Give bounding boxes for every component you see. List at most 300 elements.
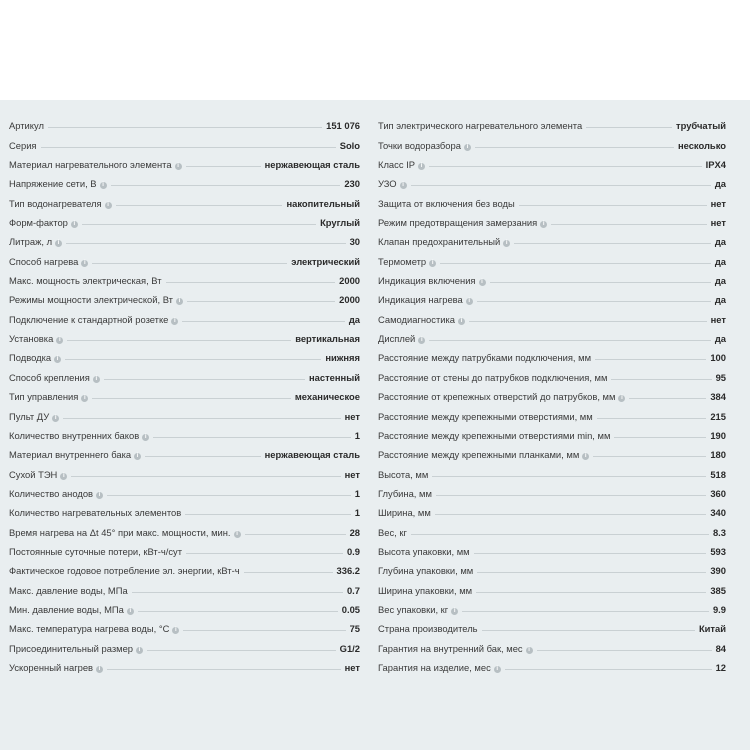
info-icon[interactable]: i (458, 318, 465, 325)
spec-label-text: Режимы мощности электрической, Вт (9, 294, 173, 306)
spec-label-text: Количество анодов (9, 487, 94, 499)
spec-row (9, 402, 360, 421)
spec-value: 0.05 (341, 603, 360, 615)
spec-value: 9.9 (712, 603, 726, 615)
spec-value: 390 (710, 565, 726, 577)
leader-line (475, 147, 674, 148)
spec-row (378, 654, 726, 673)
spec-label (9, 391, 88, 402)
spec-value: 230 (344, 178, 360, 190)
spec-label-text: Защита от включения без воды (378, 197, 515, 209)
spec-value: 360 (710, 487, 726, 499)
spec-label-text: Дисплей (378, 333, 416, 345)
leader-line (586, 127, 672, 128)
spec-value: нет (344, 661, 360, 673)
leader-line (611, 379, 711, 380)
info-icon[interactable]: i (81, 260, 88, 267)
spec-value: 100 (710, 352, 726, 364)
info-icon[interactable]: i (54, 356, 61, 363)
leader-line (435, 514, 707, 515)
spec-label (378, 372, 607, 383)
info-icon[interactable]: i (618, 395, 625, 402)
spec-label-text: Материал нагревательного элемента (9, 159, 172, 171)
leader-line (244, 572, 333, 573)
spec-label (378, 178, 407, 189)
spec-row (378, 402, 726, 421)
spec-label (378, 275, 486, 286)
spec-row (9, 151, 360, 170)
info-icon[interactable]: i (127, 608, 134, 615)
spec-row (9, 615, 360, 634)
spec-label-text: Ширина упаковки, мм (378, 584, 473, 596)
spec-value: да (714, 294, 726, 306)
leader-line (477, 572, 706, 573)
spec-row (9, 363, 360, 382)
leader-line (482, 630, 695, 631)
spec-row (378, 267, 726, 286)
info-icon[interactable]: i (55, 240, 62, 247)
leader-line (186, 166, 261, 167)
spec-value: нижняя (325, 352, 360, 364)
spec-label (378, 314, 465, 325)
spec-row (9, 557, 360, 576)
leader-line (429, 166, 702, 167)
spec-row (378, 247, 726, 266)
info-icon[interactable]: i (134, 453, 141, 460)
spec-row (9, 267, 360, 286)
spec-label-text: Тип электрического нагревательного элемента (378, 120, 583, 132)
spec-row (378, 499, 726, 518)
spec-row (378, 131, 726, 150)
spec-row (9, 189, 360, 208)
info-icon[interactable]: i (52, 415, 59, 422)
spec-label (9, 449, 141, 460)
spec-label-text: Тип управления (9, 391, 79, 403)
spec-value: электрический (291, 255, 360, 267)
spec-label (9, 488, 103, 499)
spec-label-text: Материал внутреннего бака (9, 449, 132, 461)
info-icon[interactable]: i (60, 473, 67, 480)
leader-line (519, 205, 707, 206)
spec-label (378, 488, 432, 499)
spec-row (9, 131, 360, 150)
spec-label-text: Литраж, л (9, 236, 53, 248)
spec-label (9, 236, 62, 247)
leader-line (411, 185, 711, 186)
spec-label (9, 352, 61, 363)
spec-row (378, 518, 726, 537)
spec-label (9, 294, 183, 305)
spec-value: да (714, 333, 726, 345)
spec-label (378, 662, 501, 673)
info-icon[interactable]: i (81, 395, 88, 402)
leader-line (593, 456, 706, 457)
spec-label (9, 469, 67, 480)
spec-label-text: Гарантия на внутренний бак, мес (378, 642, 523, 654)
spec-row (378, 112, 726, 131)
spec-value: 75 (349, 623, 360, 635)
spec-label-text: Форм-фактор (9, 217, 68, 229)
spec-label (9, 140, 37, 151)
specs-column-left (9, 112, 360, 673)
spec-value: 151 076 (326, 120, 360, 132)
spec-row (378, 557, 726, 576)
spec-label (9, 198, 112, 209)
spec-label-text: Вес упаковки, кг (378, 603, 449, 615)
spec-label-text: Высота, мм (378, 468, 429, 480)
leader-line (65, 359, 321, 360)
leader-line (474, 553, 707, 554)
spec-label (9, 217, 78, 228)
leader-line (614, 437, 706, 438)
spec-label-text: Время нагрева на Δt 45° при макс. мощности, мин. (9, 526, 231, 538)
info-icon[interactable]: i (540, 221, 547, 228)
spec-row (378, 189, 726, 208)
spec-label-text: Серия (9, 139, 37, 151)
spec-value: G1/2 (339, 642, 360, 654)
spec-label-text: Подключение к стандартной розетке (9, 313, 169, 325)
spec-label-text: Самодиагностика (378, 313, 456, 325)
leader-line (462, 611, 709, 612)
spec-label-text: Расстояние между крепежными отверстиями, мм (378, 410, 593, 422)
spec-label (9, 565, 240, 576)
leader-line (477, 301, 711, 302)
leader-line (490, 282, 711, 283)
spec-value: да (714, 178, 726, 190)
leader-line (469, 321, 707, 322)
spec-value: 0.7 (346, 584, 360, 596)
specs-column-right (378, 112, 726, 673)
leader-line (183, 630, 345, 631)
spec-row (9, 518, 360, 537)
leader-line (186, 553, 343, 554)
spec-label-text: Ширина, мм (378, 507, 431, 519)
spec-value: нет (344, 410, 360, 422)
leader-line (145, 456, 261, 457)
leader-line (71, 476, 340, 477)
spec-value: нержавеющая сталь (264, 449, 360, 461)
spec-value: 336.2 (336, 565, 360, 577)
info-icon[interactable]: i (418, 163, 425, 170)
leader-line (138, 611, 338, 612)
spec-label-text: Способ крепления (9, 371, 90, 383)
info-icon[interactable]: i (56, 337, 63, 344)
spec-label (378, 585, 472, 596)
spec-label-text: Тип водонагревателя (9, 197, 102, 209)
spec-label (9, 527, 241, 538)
leader-line (63, 418, 340, 419)
spec-label-text: Термометр (378, 255, 427, 267)
spec-row (378, 422, 726, 441)
spec-row (9, 383, 360, 402)
spec-row (9, 112, 360, 131)
leader-line (245, 534, 346, 535)
leader-line (107, 495, 351, 496)
spec-value: нержавеющая сталь (264, 159, 360, 171)
spec-row (378, 151, 726, 170)
spec-label (378, 352, 591, 363)
spec-row (378, 576, 726, 595)
spec-row (378, 383, 726, 402)
spec-label-text: Установка (9, 333, 54, 345)
info-icon[interactable]: i (96, 492, 103, 499)
spec-value: 518 (710, 468, 726, 480)
leader-line (147, 650, 336, 651)
leader-line (92, 398, 290, 399)
spec-value: да (348, 313, 360, 325)
spec-label-text: Макс. мощность электрическая, Вт (9, 275, 162, 287)
spec-label (378, 430, 610, 441)
spec-value: 1 (354, 487, 360, 499)
spec-label (378, 565, 473, 576)
spec-value: 190 (710, 429, 726, 441)
spec-label (9, 662, 103, 673)
info-icon[interactable]: i (466, 298, 473, 305)
spec-label (378, 159, 425, 170)
spec-value: вертикальная (295, 333, 360, 345)
leader-line (185, 514, 351, 515)
leader-line (67, 340, 291, 341)
spec-label-text: Пульт ДУ (9, 410, 50, 422)
leader-line (411, 534, 709, 535)
spec-label (9, 120, 44, 131)
spec-label-text: Индикация нагрева (378, 294, 463, 306)
leader-line (132, 592, 343, 593)
spec-label (9, 411, 59, 422)
spec-label (378, 140, 471, 151)
leader-line (187, 301, 335, 302)
info-icon[interactable]: i (418, 337, 425, 344)
spec-label (378, 411, 593, 422)
spec-label (378, 256, 436, 267)
spec-label (378, 236, 510, 247)
spec-value: 1 (354, 507, 360, 519)
spec-label-text: УЗО (378, 178, 397, 190)
spec-value: 0.9 (346, 545, 360, 557)
leader-line (429, 340, 711, 341)
info-icon[interactable]: i (93, 376, 100, 383)
spec-label (9, 604, 134, 615)
info-icon[interactable]: i (172, 627, 179, 634)
spec-label (378, 469, 428, 480)
spec-label (378, 294, 473, 305)
leader-line (153, 437, 351, 438)
spec-value: нет (710, 217, 726, 229)
spec-row (9, 499, 360, 518)
spec-label (378, 391, 625, 402)
spec-label (9, 623, 179, 634)
leader-line (166, 282, 336, 283)
spec-row (378, 325, 726, 344)
specs-panel (0, 100, 750, 750)
spec-label (9, 275, 162, 286)
spec-value: 180 (710, 449, 726, 461)
spec-value: Китай (698, 623, 726, 635)
spec-label-text: Глубина, мм (378, 487, 432, 499)
info-icon[interactable]: i (71, 221, 78, 228)
spec-label (378, 507, 431, 518)
leader-line (82, 224, 316, 225)
info-icon[interactable]: i (234, 531, 241, 538)
spec-row (9, 209, 360, 228)
spec-row (9, 305, 360, 324)
spec-label (9, 333, 63, 344)
leader-line (595, 359, 706, 360)
spec-label-text: Количество внутренних баков (9, 429, 140, 441)
spec-value: 8.3 (712, 526, 726, 538)
spec-row (378, 209, 726, 228)
info-icon[interactable]: i (464, 144, 471, 151)
spec-label (378, 217, 547, 228)
spec-value: механическое (294, 391, 360, 403)
spec-row (378, 615, 726, 634)
info-icon[interactable]: i (429, 260, 436, 267)
spec-label-text: Индикация включения (378, 275, 476, 287)
spec-row (9, 460, 360, 479)
info-icon[interactable]: i (136, 647, 143, 654)
spec-value: 2000 (339, 275, 360, 287)
spec-value: трубчатый (676, 120, 726, 132)
info-icon[interactable]: i (582, 453, 589, 460)
spec-label-text: Гарантия на изделие, мес (378, 661, 491, 673)
leader-line (440, 263, 711, 264)
spec-row (378, 538, 726, 557)
spec-row (9, 441, 360, 460)
info-icon[interactable]: i (171, 318, 178, 325)
leader-line (111, 185, 341, 186)
spec-label-text: Страна производитель (378, 623, 478, 635)
spec-row (9, 576, 360, 595)
spec-value: 12 (715, 661, 726, 673)
spec-row (378, 170, 726, 189)
spec-label (9, 178, 107, 189)
leader-line (597, 418, 707, 419)
spec-label-text: Расстояние от крепежных отверстий до патрубков, мм (378, 391, 616, 403)
spec-value: несколько (677, 139, 726, 151)
spec-label (378, 449, 589, 460)
spec-value: Solo (339, 139, 360, 151)
info-icon[interactable]: i (142, 434, 149, 441)
spec-label-text: Вес, кг (378, 526, 407, 538)
spec-row (9, 480, 360, 499)
info-icon[interactable]: i (479, 279, 486, 286)
spec-label-text: Режим предотвращения замерзания (378, 217, 538, 229)
spec-value: 384 (710, 391, 726, 403)
spec-row (9, 654, 360, 673)
spec-label (378, 198, 515, 209)
spec-value: 84 (715, 642, 726, 654)
spec-label (9, 372, 100, 383)
leader-line (182, 321, 344, 322)
info-icon[interactable]: i (175, 163, 182, 170)
spec-value: 215 (710, 410, 726, 422)
info-icon[interactable]: i (105, 202, 112, 209)
spec-label-text: Количество нагревательных элементов (9, 507, 182, 519)
spec-row (9, 538, 360, 557)
spec-value: да (714, 275, 726, 287)
spec-value: 593 (710, 545, 726, 557)
spec-value: да (714, 236, 726, 248)
spec-row (378, 596, 726, 615)
spec-label-text: Ускоренный нагрев (9, 661, 94, 673)
leader-line (476, 592, 706, 593)
spec-row (9, 228, 360, 247)
spec-label-text: Клапан предохранительный (378, 236, 501, 248)
spec-label (9, 430, 149, 441)
spec-value: 385 (710, 584, 726, 596)
leader-line (116, 205, 283, 206)
spec-value: IPX4 (705, 159, 726, 171)
spec-row (9, 325, 360, 344)
spec-label (378, 527, 407, 538)
spec-label-text: Макс. температура нагрева воды, °С (9, 623, 170, 635)
spec-row (378, 228, 726, 247)
spec-value: накопительный (286, 197, 360, 209)
spec-value: 28 (349, 526, 360, 538)
spec-value: 2000 (339, 294, 360, 306)
spec-label (378, 333, 425, 344)
info-icon[interactable]: i (96, 666, 103, 673)
spec-row (378, 441, 726, 460)
spec-row (9, 596, 360, 615)
leader-line (107, 669, 341, 670)
spec-label-text: Мин. давление воды, МПа (9, 603, 124, 615)
spec-label (9, 643, 143, 654)
spec-row (378, 480, 726, 499)
info-icon[interactable]: i (100, 182, 107, 189)
spec-label-text: Артикул (9, 120, 44, 132)
spec-row (378, 305, 726, 324)
leader-line (48, 127, 322, 128)
info-icon[interactable]: i (503, 240, 510, 247)
spec-value: нет (710, 313, 726, 325)
info-icon[interactable]: i (451, 608, 458, 615)
leader-line (104, 379, 305, 380)
spec-row (378, 363, 726, 382)
info-icon[interactable]: i (526, 647, 533, 654)
spec-label-text: Присоединительный размер (9, 642, 134, 654)
spec-label-text: Напряжение сети, В (9, 178, 97, 190)
spec-label (9, 159, 182, 170)
info-icon[interactable]: i (176, 298, 183, 305)
leader-line (92, 263, 287, 264)
info-icon[interactable]: i (400, 182, 407, 189)
leader-line (432, 476, 706, 477)
spec-value: 30 (349, 236, 360, 248)
spec-label-text: Расстояние от стены до патрубков подключения, мм (378, 371, 608, 383)
spec-value: да (714, 255, 726, 267)
spec-value: 1 (354, 429, 360, 441)
spec-row (378, 460, 726, 479)
spec-row (378, 634, 726, 653)
spec-value: 95 (715, 371, 726, 383)
spec-label (378, 643, 533, 654)
spec-label (378, 120, 582, 131)
leader-line (436, 495, 706, 496)
spec-row (378, 286, 726, 305)
spec-label (9, 546, 182, 557)
leader-line (514, 243, 711, 244)
spec-value: нет (344, 468, 360, 480)
info-icon[interactable]: i (494, 666, 501, 673)
spec-label (378, 623, 478, 634)
spec-row (9, 170, 360, 189)
leader-line (551, 224, 706, 225)
spec-label (9, 256, 88, 267)
spec-value: настенный (309, 371, 360, 383)
leader-line (41, 147, 336, 148)
spec-label (378, 546, 470, 557)
